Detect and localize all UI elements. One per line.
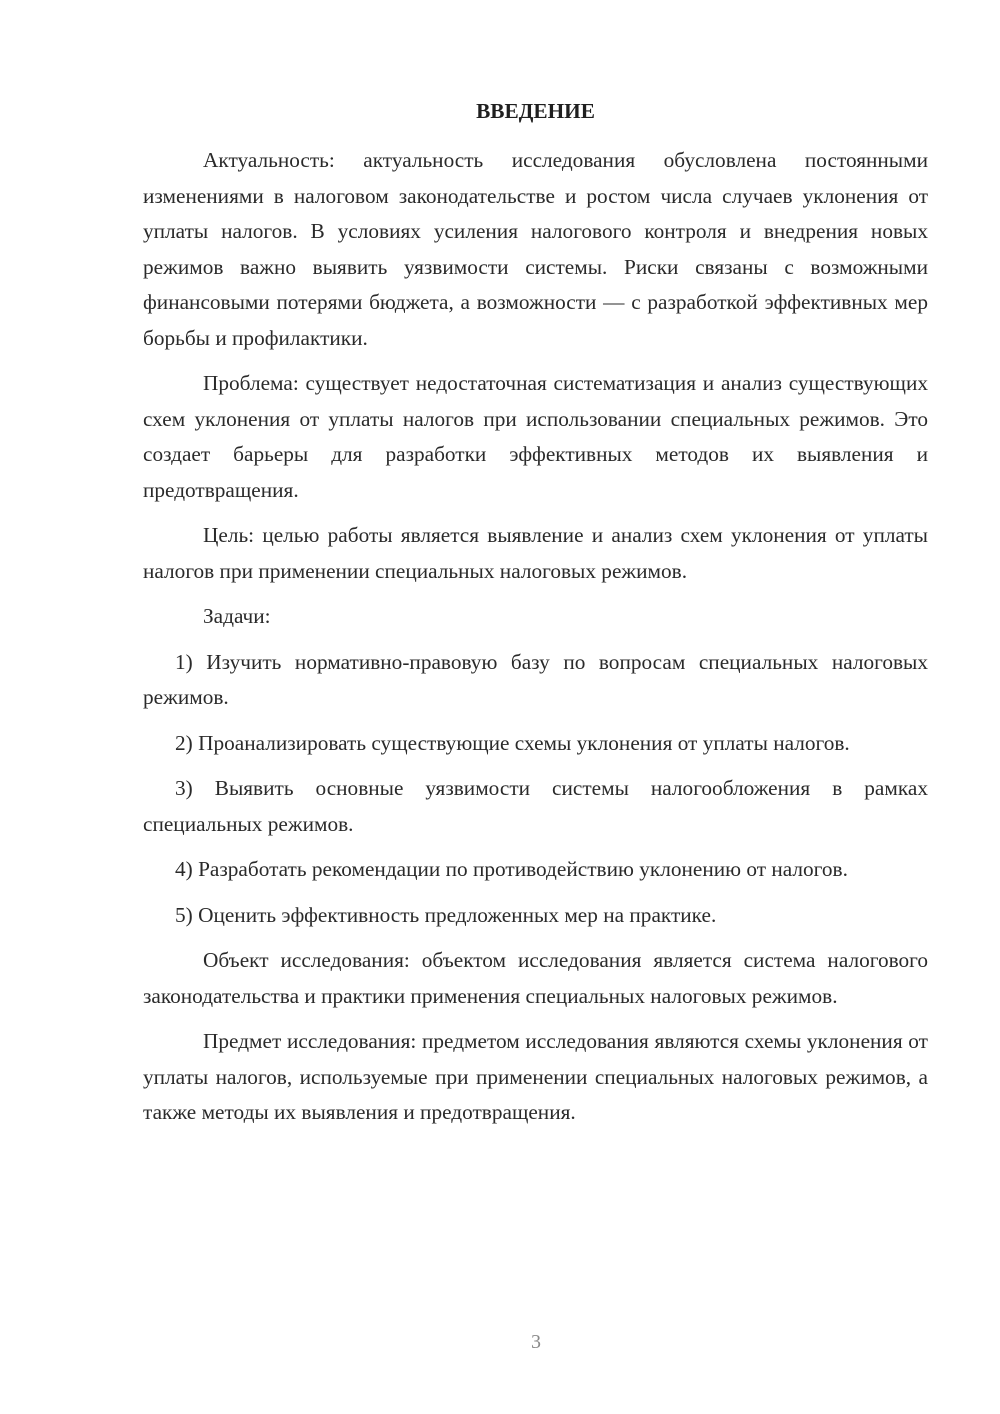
section-title: ВВЕДЕНИЕ: [476, 99, 595, 123]
relevance-paragraph: Актуальность: актуальность исследования обусловлена постоянными изменениями в налоговом законодательстве и ростом числа случаев уклонения от уплаты налогов. В условиях усиления налогового контроля и внедрения новых режимов важно выявить уязвимости системы. Риски связаны с возможными финансовыми потерями бюджета, а возможности — с разработкой эффективных мер борьбы и профилактики.: [143, 148, 928, 350]
task-item: 2) Проанализировать существующие схемы уклонения от уплаты налогов.: [175, 730, 850, 755]
tasks-label: Задачи:: [203, 604, 271, 628]
task-item: 3) Выявить основные уязвимости системы налогообложения в рамках специальных режимов.: [143, 776, 928, 836]
object-paragraph: Объект исследования: объектом исследования является система налогового законодательства и практики применения специальных налоговых режимов.: [143, 948, 928, 1008]
task-item: 4) Разработать рекомендации по противодействию уклонению от налогов.: [175, 857, 848, 881]
page-number: 3: [531, 1331, 541, 1353]
task-item: 1) Изучить нормативно-правовую базу по вопросам специальных налоговых режимов.: [143, 649, 928, 709]
task-item: 5) Оценить эффективность предложенных мер на практике.: [175, 902, 717, 927]
goal-paragraph: Цель: целью работы является выявление и анализ схем уклонения от уплаты налогов при применении специальных налоговых режимов.: [143, 523, 928, 583]
page-content: [143, 96, 928, 1141]
problem-paragraph: Проблема: существует недостаточная систематизация и анализ существующих схем уклонения от уплаты налогов при использовании специальных режимов. Это создает барьеры для разработки эффективных методов их выявления и предотвращения.: [143, 371, 928, 502]
subject-paragraph: Предмет исследования: предметом исследования являются схемы уклонения от уплаты налогов, используемые при применении специальных налоговых режимов, а также методы их выявления и предотвращения.: [143, 1029, 928, 1124]
